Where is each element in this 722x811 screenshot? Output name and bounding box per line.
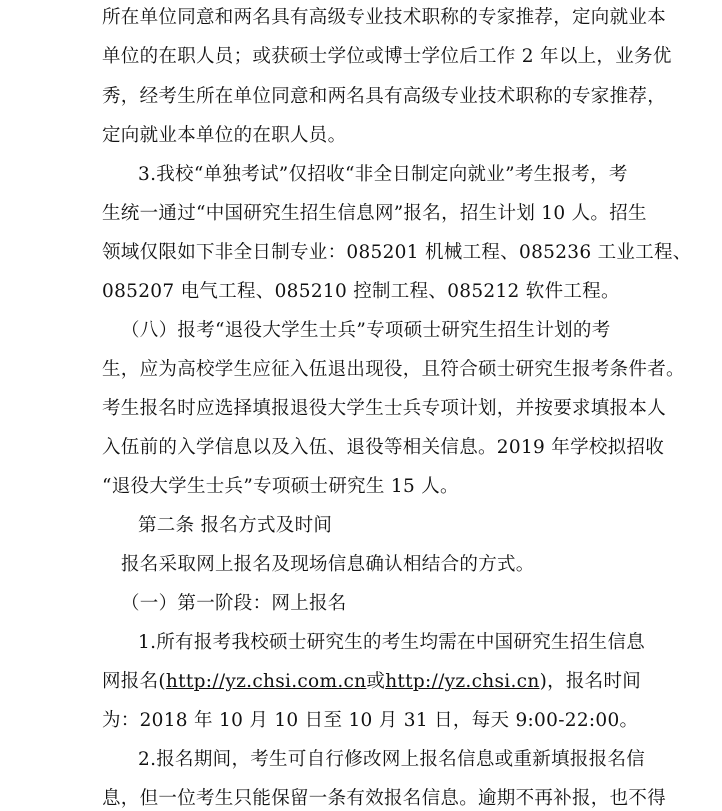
paragraph-line: 生统一通过“中国研究生招生信息网”报名，招生计划 10 人。招生 bbox=[102, 203, 647, 224]
paragraph-line: 为：2018 年 10 月 10 日至 10 月 31 日，每天 9:00-22:00。 bbox=[102, 710, 639, 731]
paragraph-line: 2.报名期间，考生可自行修改网上报名信息或重新填报报名信 bbox=[138, 749, 646, 770]
line-text: )，报名时间 bbox=[539, 671, 642, 692]
line-text: 或 bbox=[366, 671, 386, 692]
paragraph-line: 领域仅限如下非全日制专业：085201 机械工程、085236 工业工程、 bbox=[102, 242, 692, 263]
article-heading: 第二条 报名方式及时间 bbox=[138, 515, 333, 536]
paragraph-line: 所在单位同意和两名具有高级专业技术职称的专家推荐，定向就业本 bbox=[102, 7, 667, 28]
paragraph-line: 单位的在职人员；或获硕士学位或博士学位后工作 2 年以上，业务优 bbox=[102, 46, 672, 67]
section-heading-line: （八）报考“退役大学生士兵”专项硕士研究生招生计划的考 bbox=[121, 320, 611, 341]
line-text: 网报名( bbox=[102, 671, 166, 692]
paragraph-line-with-links bbox=[102, 670, 641, 694]
paragraph-line: 3.我校“单独考试”仅招收“非全日制定向就业”考生报考，考 bbox=[138, 164, 628, 185]
paragraph-line: 085207 电气工程、085210 控制工程、085212 软件工程。 bbox=[102, 281, 620, 302]
paragraph-line: 1.所有报考我校硕士研究生的考生均需在中国研究生招生信息 bbox=[138, 632, 646, 653]
paragraph-line: “退役大学生士兵”专项硕士研究生 15 人。 bbox=[102, 476, 459, 497]
paragraph-line: 定向就业本单位的在职人员。 bbox=[102, 125, 347, 146]
paragraph-line: 入伍前的入学信息以及入伍、退役等相关信息。2019 年学校拟招收 bbox=[102, 437, 665, 458]
paragraph-line: 生，应为高校学生应征入伍退出现役，且符合硕士研究生报考条件者。 bbox=[102, 359, 685, 380]
chsi-link-2[interactable]: http://yz.chsi.cn bbox=[385, 671, 540, 692]
paragraph-line: 报名采取网上报名及现场信息确认相结合的方式。 bbox=[121, 554, 535, 575]
paragraph-line: 息，但一位考生只能保留一条有效报名信息。逾期不再补报，也不得 bbox=[102, 788, 667, 809]
paragraph-line: 考生报名时应选择填报退役大学生士兵专项计划，并按要求填报本人 bbox=[102, 398, 667, 419]
paragraph-line: 秀，经考生所在单位同意和两名具有高级专业技术职称的专家推荐， bbox=[102, 86, 667, 107]
subsection-heading: （一）第一阶段：网上报名 bbox=[121, 593, 347, 614]
chsi-link-1[interactable]: http://yz.chsi.com.cn bbox=[165, 671, 367, 692]
